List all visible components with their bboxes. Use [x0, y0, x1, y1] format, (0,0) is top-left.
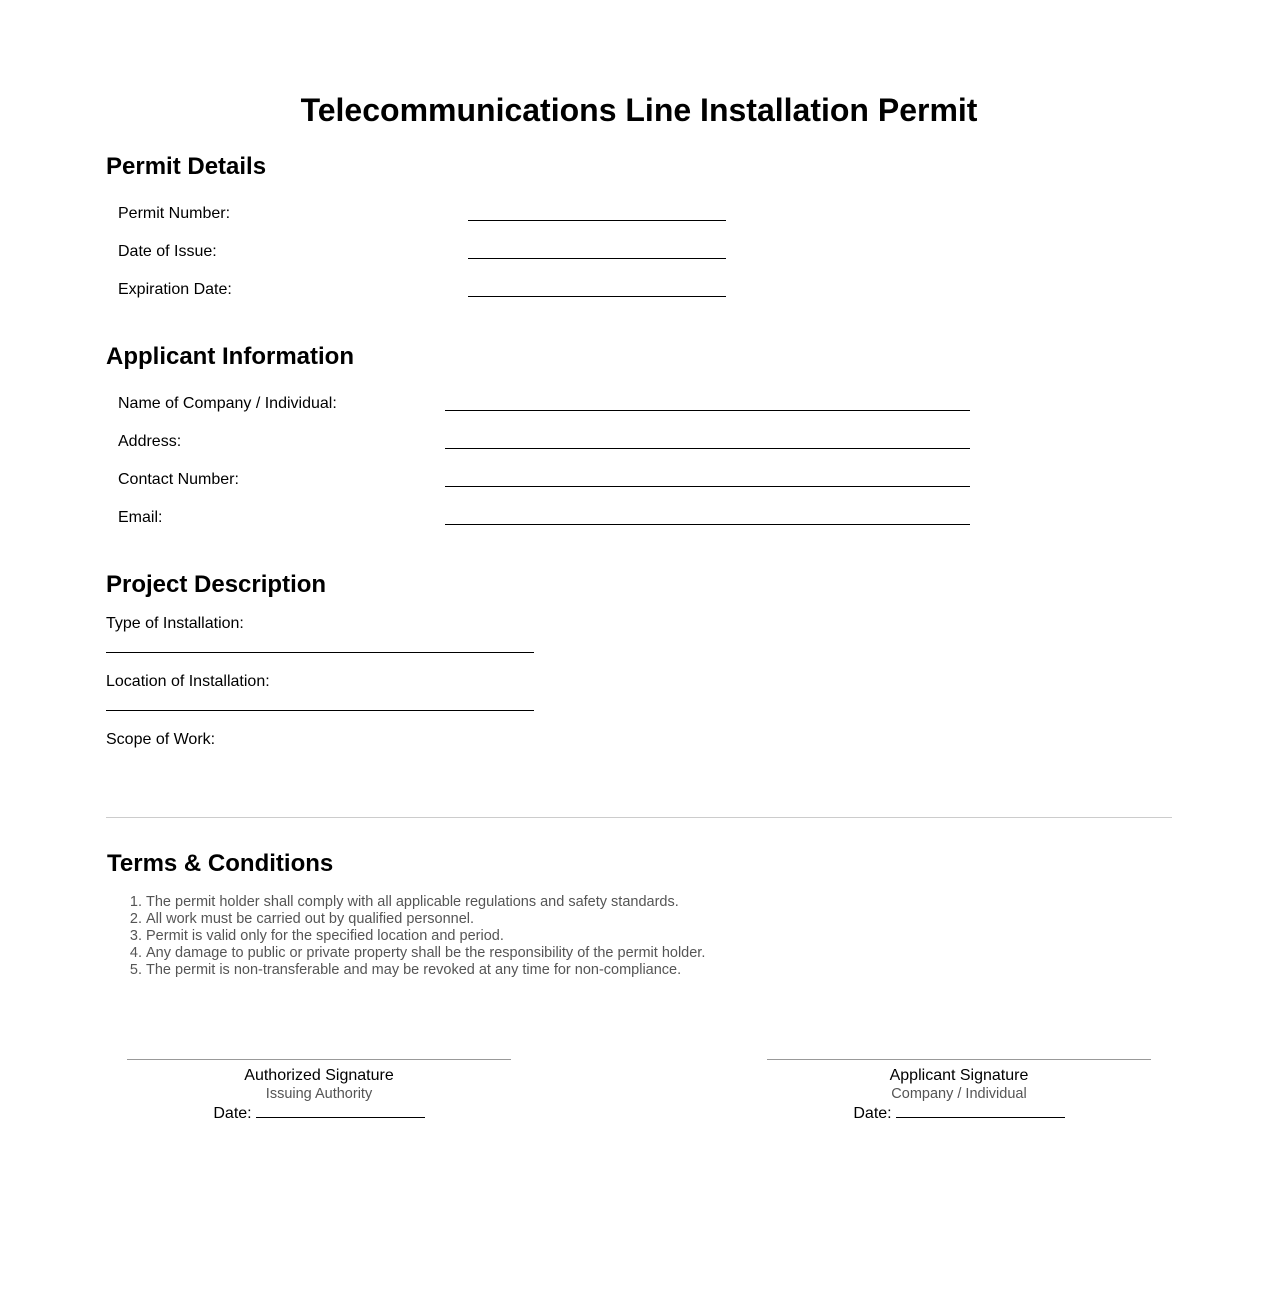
term-item: 5. The permit is non-transferable and may be revoked at any time for non-compliance. — [146, 962, 705, 979]
permit-number-field[interactable] — [468, 220, 726, 221]
authorized-signature-block — [127, 1059, 511, 1123]
company-individual-label: Company / Individual — [891, 1086, 1027, 1102]
authorized-signature-label: Authorized Signature — [244, 1067, 394, 1084]
expiration-date-label: Expiration Date: — [118, 281, 232, 298]
date-of-issue-field[interactable] — [468, 258, 726, 259]
scope-of-work-label: Scope of Work: — [106, 731, 216, 748]
address-label: Address: — [118, 433, 182, 450]
issuing-authority-label: Issuing Authority — [265, 1086, 373, 1102]
terms-list — [106, 894, 705, 979]
applicant-date-label: Date: — [853, 1105, 892, 1122]
permit-number-label: Permit Number: — [118, 205, 231, 222]
permit-details-heading: Permit Details — [106, 153, 267, 180]
date-of-issue-label: Date of Issue: — [118, 243, 217, 260]
document-title: Telecommunications Line Installation Permit — [300, 92, 978, 128]
type-of-installation-label: Type of Installation: — [106, 615, 244, 632]
address-field[interactable] — [445, 448, 970, 449]
applicant-date-field[interactable] — [896, 1103, 1065, 1118]
authorized-date-row — [127, 1103, 511, 1123]
applicant-signature-label: Applicant Signature — [889, 1067, 1029, 1084]
company-name-field[interactable] — [445, 410, 970, 411]
type-of-installation-field[interactable] — [106, 652, 534, 653]
contact-number-label: Contact Number: — [118, 471, 239, 488]
applicant-information-heading: Applicant Information — [106, 343, 354, 370]
section-divider — [106, 817, 1172, 818]
term-item: 3. Permit is valid only for the specified location and period. — [146, 928, 705, 945]
authorized-date-field[interactable] — [256, 1103, 425, 1118]
email-label: Email: — [118, 509, 163, 526]
email-field[interactable] — [445, 524, 970, 525]
location-of-installation-label: Location of Installation: — [106, 673, 270, 690]
company-name-label: Name of Company / Individual: — [118, 395, 337, 412]
location-of-installation-field[interactable] — [106, 710, 534, 711]
project-description-heading: Project Description — [106, 571, 327, 598]
applicant-date-row — [767, 1103, 1151, 1123]
applicant-signature-line[interactable] — [767, 1059, 1151, 1060]
term-item: 4. Any damage to public or private property shall be the responsibility of the permit holder. — [146, 945, 705, 962]
authorized-signature-line[interactable] — [127, 1059, 511, 1060]
applicant-signature-block — [767, 1059, 1151, 1123]
authorized-date-label: Date: — [213, 1105, 252, 1122]
terms-conditions-heading: Terms & Conditions — [107, 850, 334, 877]
contact-number-field[interactable] — [445, 486, 970, 487]
expiration-date-field[interactable] — [468, 296, 726, 297]
term-item: 1. The permit holder shall comply with all applicable regulations and safety standards. — [146, 894, 705, 911]
term-item: 2. All work must be carried out by qualified personnel. — [146, 911, 705, 928]
